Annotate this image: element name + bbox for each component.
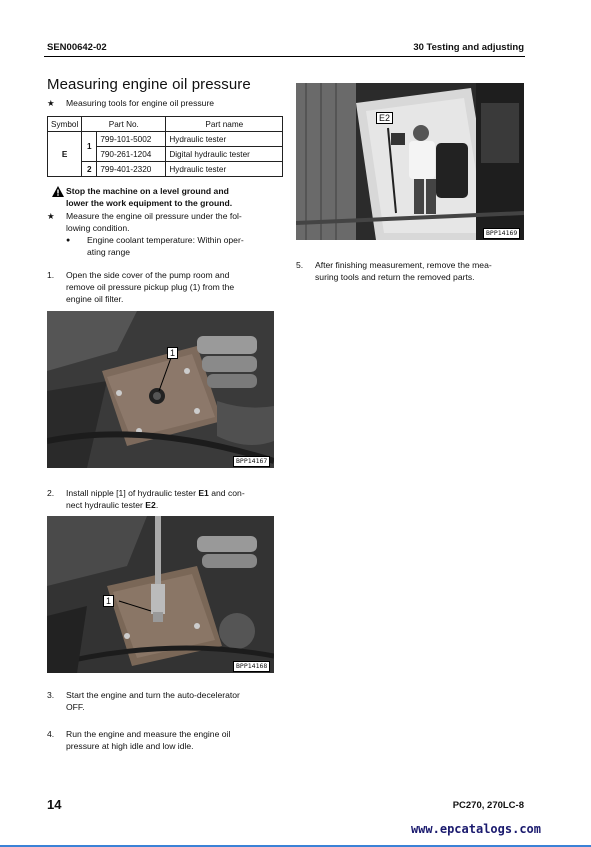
step-number: 3. [47,690,55,700]
step-text: Install nipple [1] of hydraulic tester [66,488,199,498]
condition-line: lowing condition. [66,223,130,233]
step-line: pressure at high idle and low idle. [66,741,194,751]
step-number: 5. [296,260,304,270]
step-4 [47,729,231,751]
table-row [48,132,283,147]
callout-label: 1 [103,595,114,607]
step-line: Start the engine and turn the auto-decelerator [66,690,240,700]
condition-bullet-line: ating range [87,247,131,257]
engine-photo-illustration [47,516,274,673]
star-icon: ★ [47,98,55,108]
table-cell-part-no: 799-101-5002 [97,132,166,147]
bullet-icon: ● [66,237,71,244]
tools-intro-text: Measuring tools for engine oil pressure [66,98,215,108]
table-cell-part-name: Hydraulic tester [166,162,283,177]
step-1 [47,270,235,304]
step-tool-ref: E2 [145,500,156,510]
step-2 [47,488,245,510]
table-header: Part No. [82,117,166,132]
photo-operator-cab [296,83,524,240]
step-line [66,488,245,500]
tools-intro [47,98,215,110]
condition-line: Measure the engine oil pressure under the fol- [66,211,242,221]
step-line: remove oil pressure pickup plug (1) from the [66,282,235,292]
table-cell-part-name: Hydraulic tester [166,132,283,147]
photo-engine-oil-filter [47,311,274,468]
warning-icon [52,186,64,197]
step-line: engine oil filter. [66,294,124,304]
step-text: . [155,500,159,510]
photo-code: BPP14168 [233,661,270,672]
table-header-row [48,117,283,132]
table-header: Part name [166,117,283,132]
page-number: 14 [47,797,62,812]
callout-label: E2 [376,112,393,124]
step-line [66,500,158,512]
table-cell-num: 1 [82,132,97,162]
star-icon: ★ [47,211,55,221]
engine-photo-illustration [47,311,274,468]
table-header: Symbol [48,117,82,132]
table-cell-part-name: Digital hydraulic tester [166,147,283,162]
section-title: 30 Testing and adjusting [413,42,524,53]
condition-bullet-line: Engine coolant temperature: Within oper- [87,235,244,245]
table-cell-num: 2 [82,162,97,177]
step-line: After finishing measurement, remove the mea- [315,260,492,270]
condition-block [47,211,275,257]
tools-table [47,116,283,177]
watermark-link[interactable]: www.epcatalogs.com [410,822,541,836]
table-row [48,162,283,177]
step-5 [296,260,492,282]
step-text: and con- [208,488,245,498]
photo-code: BPP14167 [233,456,270,467]
step-number: 1. [47,270,55,280]
model-name: PC270, 270LC-8 [452,800,524,811]
step-3 [47,690,240,712]
document-code: SEN00642-02 [47,42,107,53]
step-line: Run the engine and measure the engine oil [66,729,231,739]
step-line: Open the side cover of the pump room and [66,270,230,280]
step-number: 2. [47,488,55,498]
table-cell-symbol: E [48,132,82,177]
step-line: suring tools and return the removed parts. [315,272,475,282]
cab-photo-illustration [296,83,524,240]
warning-line: lower the work equipment to the ground. [66,198,233,208]
step-line: OFF. [66,702,85,712]
header-rule [44,56,525,57]
step-number: 4. [47,729,55,739]
table-cell-part-no: 790-261-1204 [97,147,166,162]
table-cell-part-no: 799-401-2320 [97,162,166,177]
warning-line: Stop the machine on a level ground and [66,186,229,196]
photo-code: BPP14169 [483,228,520,239]
photo-nipple-installed [47,516,274,673]
callout-label: 1 [167,347,178,359]
step-tool-ref: E1 [198,488,209,498]
page-title: Measuring engine oil pressure [47,76,251,93]
step-text: nect hydraulic tester [66,500,146,510]
